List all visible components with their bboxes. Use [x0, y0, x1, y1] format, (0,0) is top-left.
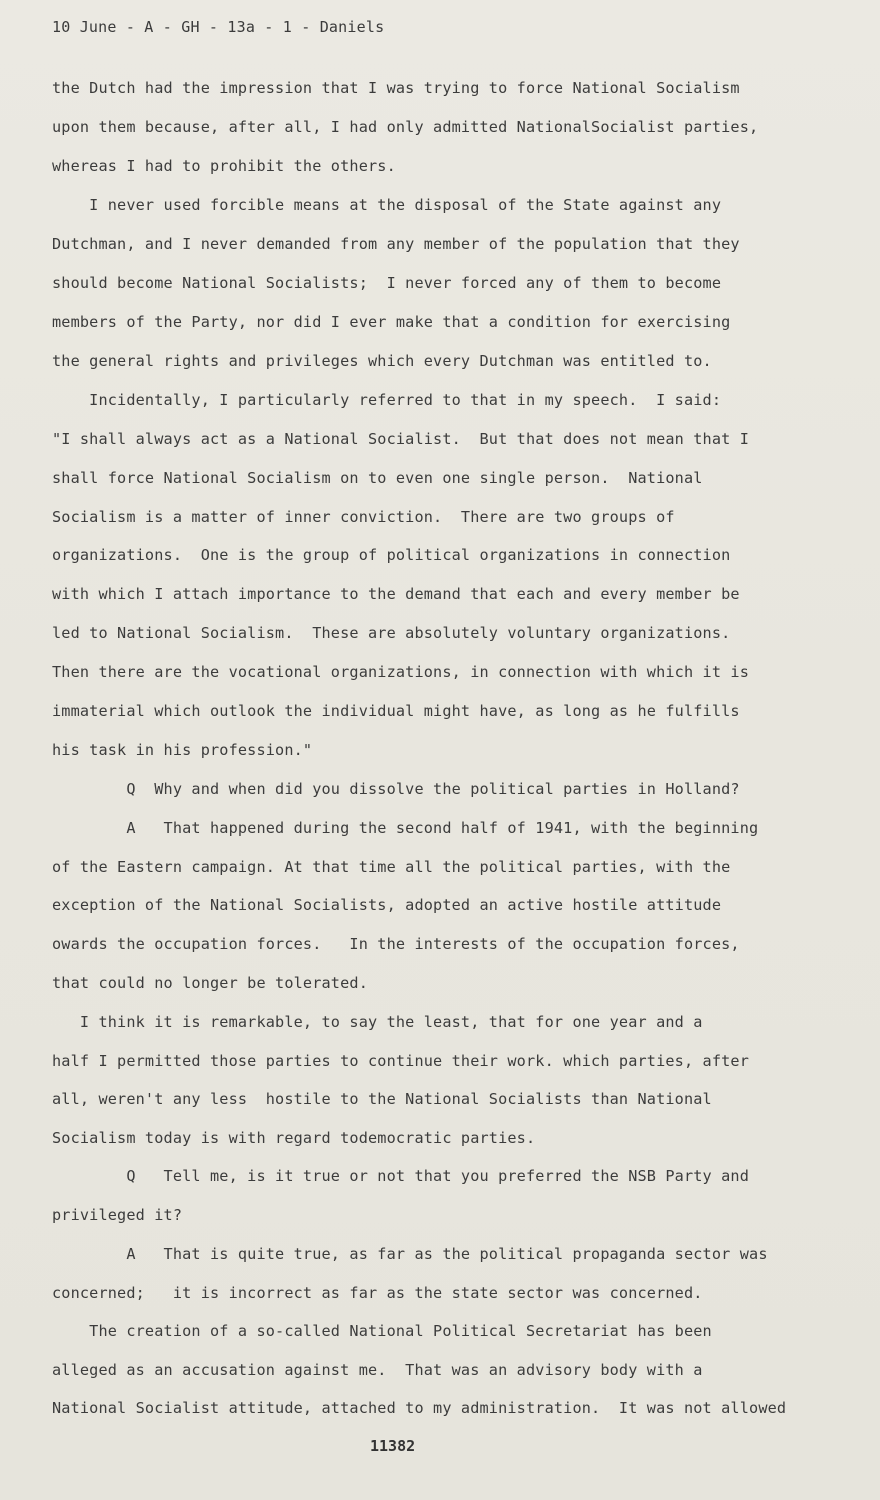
text-line: Dutchman, and I never demanded from any member of the population that they [52, 235, 740, 253]
text-line: whereas I had to prohibit the others. [52, 157, 396, 175]
text-line: upon them because, after all, I had only admitted NationalSocialist parties, [52, 118, 759, 136]
text-line: A That is quite true, as far as the political propaganda sector was [52, 1245, 768, 1263]
text-line: Q Tell me, is it true or not that you preferred the NSB Party and [52, 1167, 750, 1185]
text-line: organizations. One is the group of political organizations in connection [52, 546, 731, 564]
text-line: of the Eastern campaign. At that time all the political parties, with the [52, 858, 731, 876]
text-line: National Socialist attitude, attached to my administration. It was not allowed [52, 1399, 787, 1417]
text-line: privileged it? [52, 1206, 183, 1224]
text-line: Socialism today is with regard todemocratic parties. [52, 1129, 536, 1147]
text-line: the Dutch had the impression that I was trying to force National Socialism [52, 79, 740, 97]
page-header: 10 June - A - GH - 13a - 1 - Daniels [52, 18, 385, 36]
text-line: immaterial which outlook the individual might have, as long as he fulfills [52, 702, 740, 720]
text-line: I never used forcible means at the disposal of the State against any [52, 196, 722, 214]
text-line: the general rights and privileges which every Dutchman was entitled to. [52, 352, 712, 370]
text-line: shall force National Socialism on to even one single person. National [52, 469, 703, 487]
text-line: Then there are the vocational organizations, in connection with which it is [52, 663, 750, 681]
text-line: alleged as an accusation against me. That was an advisory body with a [52, 1361, 703, 1379]
text-line: that could no longer be tolerated. [52, 974, 368, 992]
text-line: all, weren't any less hostile to the National Socialists than National [52, 1090, 712, 1108]
text-line: exception of the National Socialists, adopted an active hostile attitude [52, 896, 722, 914]
text-line: The creation of a so-called National Political Secretariat has been [52, 1322, 712, 1340]
text-line: should become National Socialists; I never forced any of them to become [52, 274, 722, 292]
text-line: his task in his profession." [52, 741, 313, 759]
text-line: members of the Party, nor did I ever make that a condition for exercising [52, 313, 731, 331]
text-line: Incidentally, I particularly referred to that in my speech. I said: [52, 391, 722, 409]
text-line: I think it is remarkable, to say the least, that for one year and a [52, 1013, 703, 1031]
text-line: led to National Socialism. These are absolutely voluntary organizations. [52, 624, 731, 642]
text-line: Q Why and when did you dissolve the political parties in Holland? [52, 780, 740, 798]
text-line: half I permitted those parties to continue their work. which parties, after [52, 1052, 750, 1070]
page-number: 11382 [370, 1437, 416, 1455]
text-line: "I shall always act as a National Socialist. But that does not mean that I [52, 430, 750, 448]
text-line: concerned; it is incorrect as far as the state sector was concerned. [52, 1284, 703, 1302]
text-line: A That happened during the second half of 1941, with the beginning [52, 819, 759, 837]
text-line: owards the occupation forces. In the interests of the occupation forces, [52, 935, 740, 953]
text-line: with which I attach importance to the demand that each and every member be [52, 585, 740, 603]
text-line: Socialism is a matter of inner conviction. There are two groups of [52, 508, 675, 526]
